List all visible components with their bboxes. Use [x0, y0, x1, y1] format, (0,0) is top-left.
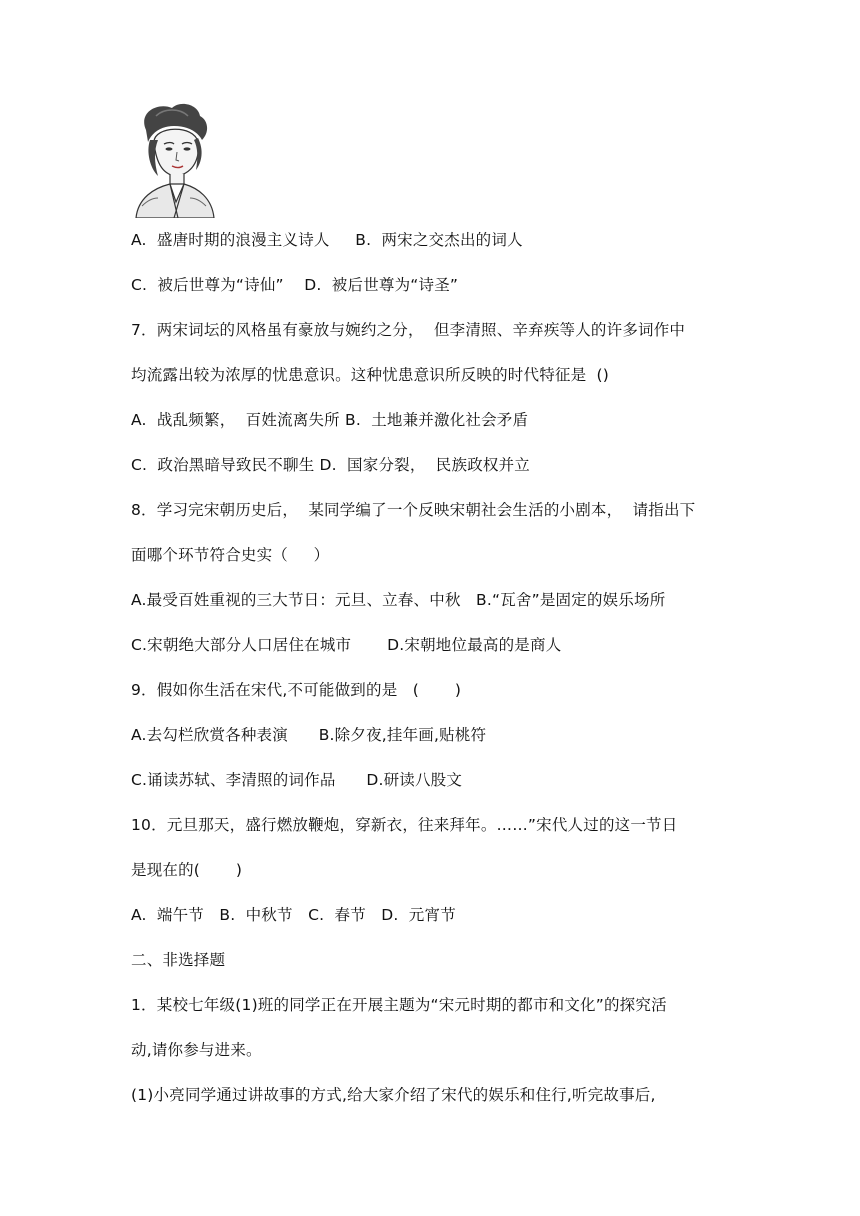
question-1-text: 1．某校七年级(1)班的同学正在开展主题为“宋元时期的都市和文化”的探究活 [131, 996, 667, 1014]
option-line: A.最受百姓重视的三大节日：元旦、立春、中秋 B.“瓦舍”是固定的娱乐场所 [131, 591, 666, 609]
question-1-text-continued: 动,请你参与进来。 [131, 1041, 262, 1059]
woman-portrait-illustration [128, 102, 220, 218]
option-line: A. 盛唐时期的浪漫主义诗人 B. 两宋之交杰出的词人 [131, 231, 523, 249]
option-line: A.去勾栏欣赏各种表演 B.除夕夜,挂年画,贴桃符 [131, 726, 487, 744]
question-10-text: 10．元旦那天，盛行燃放鞭炮，穿新衣，往来拜年。……”宋代人过的这一节日 [131, 816, 678, 834]
question-7-text-continued: 均流露出较为浓厚的忧患意识。这种忧患意识所反映的时代特征是 () [131, 366, 610, 384]
section-heading: 二、非选择题 [131, 951, 226, 969]
question-10-text-continued: 是现在的( ) [131, 861, 243, 879]
question-7-text: 7．两宋词坛的风格虽有豪放与婉约之分， 但李清照、辛弃疾等人的许多词作中 [131, 321, 686, 339]
option-line: C. 被后世尊为“诗仙” D. 被后世尊为“诗圣” [131, 276, 459, 294]
sub-question-text: (1)小亮同学通过讲故事的方式,给大家介绍了宋代的娱乐和住行,听完故事后, [131, 1086, 656, 1104]
option-line: A. 战乱频繁， 百姓流离失所 B. 土地兼并激化社会矛盾 [131, 411, 529, 429]
option-line: A. 端午节 B. 中秋节 C. 春节 D. 元宵节 [131, 906, 456, 924]
option-line: C. 政治黑暗导致民不聊生 D. 国家分裂， 民族政权并立 [131, 456, 531, 474]
question-8-text: 8．学习完宋朝历史后， 某同学编了一个反映宋朝社会生活的小剧本， 请指出下 [131, 501, 696, 519]
option-line: C.宋朝绝大部分人口居住在城市 D.宋朝地位最高的是商人 [131, 636, 562, 654]
question-8-text-continued: 面哪个环节符合史实（ ） [131, 546, 330, 564]
option-line: C.诵读苏轼、李清照的词作品 D.研读八股文 [131, 771, 463, 789]
question-9-text: 9．假如你生活在宋代,不可能做到的是 ( ) [131, 681, 462, 699]
